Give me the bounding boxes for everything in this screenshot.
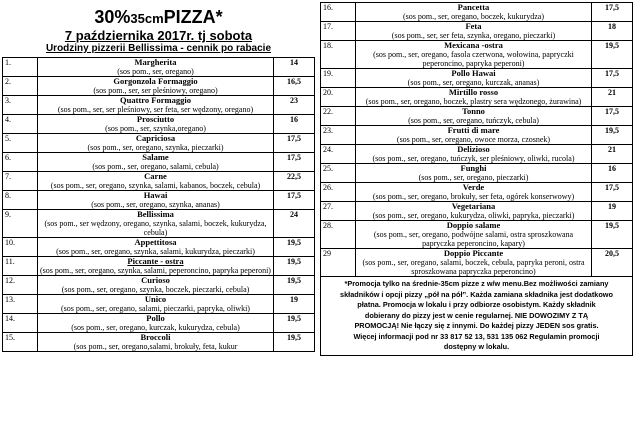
promo-note — [321, 277, 633, 356]
pizza-name: Margherita — [134, 57, 177, 67]
page-title — [2, 8, 315, 26]
item-price: 19,5 — [592, 221, 633, 249]
pizza-name: Verde — [462, 182, 485, 192]
item-details — [356, 183, 592, 202]
pizza-ingredients: (sos pom., ser, oregano, brokuły, ser feta, ogórek konserwowy) — [372, 192, 575, 201]
item-number: 7. — [3, 172, 38, 191]
item-number: 3. — [3, 96, 38, 115]
menu-row — [321, 107, 633, 126]
item-details — [356, 164, 592, 183]
menu-row — [321, 69, 633, 88]
item-price: 19,5 — [592, 126, 633, 145]
pizza-ingredients: (sos pom., ser, ser pleśniowy, oregano) — [93, 86, 218, 95]
item-number: 1. — [3, 58, 38, 77]
promo-line: PROMOCJĄ! Nie łączy się z innymi. Do każdej pizzy JEDEN sos gratis. — [354, 321, 599, 330]
item-number: 16. — [321, 3, 356, 22]
pizza-ingredients: (sos pom., ser, oregano) — [117, 67, 194, 76]
menu-row — [3, 134, 315, 153]
pizza-ingredients: (sos pom., ser, oregano, szynka, pieczarki) — [87, 143, 224, 152]
pizza-name: Curioso — [141, 275, 170, 285]
item-price: 19,5 — [274, 314, 315, 333]
left-column — [2, 2, 315, 352]
item-number: 5. — [3, 134, 38, 153]
item-details — [38, 77, 274, 96]
pizza-ingredients: (sos pom., ser, oregano, boczek, plastry sera wędzonego, żurawina) — [365, 97, 582, 106]
menu-row — [3, 276, 315, 295]
menu-row — [3, 58, 315, 77]
item-number: 14. — [3, 314, 38, 333]
pizza-ingredients: (sos pom., ser, oregano, podwójne salami, ostra sproszkowana papryczka peperoncino, kapary) — [373, 230, 574, 248]
item-price: 20,5 — [592, 249, 633, 277]
item-number: 2. — [3, 77, 38, 96]
item-details — [38, 153, 274, 172]
item-price: 19,5 — [274, 238, 315, 257]
pizza-name: Pollo Hawai — [451, 68, 496, 78]
item-price: 16 — [592, 164, 633, 183]
pizza-name: Prosciutto — [136, 114, 175, 124]
pizza-ingredients: (sos pom., ser, ser pleśniowy, ser feta, ser wędzony, oregano) — [57, 105, 254, 114]
item-details — [356, 221, 592, 249]
item-price: 19 — [274, 295, 315, 314]
item-details — [38, 210, 274, 238]
pizza-name: Mirtillo rosso — [448, 87, 499, 97]
pizza-name: Delizioso — [457, 144, 490, 154]
pizza-ingredients: (sos pom., ser, oregano, kurczak, kukurydza, cebula) — [71, 323, 240, 332]
pizza-name: Mexicana -ostra — [444, 40, 503, 50]
item-details — [38, 257, 274, 276]
date-heading: 7 października 2017r. tj sobota — [64, 28, 253, 43]
pizza-ingredients: (sos pom., ser, szynka,oregano) — [105, 124, 206, 133]
pizza-name: Tonno — [462, 106, 485, 116]
item-details — [38, 58, 274, 77]
item-number: 10. — [3, 238, 38, 257]
pizza-ingredients: (sos pom., ser, oregano,salami, brokuły, feta, kukur — [73, 342, 238, 351]
item-details — [356, 69, 592, 88]
item-number: 9. — [3, 210, 38, 238]
item-details — [356, 41, 592, 69]
item-price: 21 — [592, 145, 633, 164]
menu-row — [3, 333, 315, 352]
item-price: 17,5 — [274, 153, 315, 172]
item-details — [38, 191, 274, 210]
menu-row — [321, 221, 633, 249]
pizza-ingredients: (sos pom., ser, oregano, owoce morza, czosnek) — [396, 135, 551, 144]
item-number: 20. — [321, 88, 356, 107]
item-price: 18 — [592, 22, 633, 41]
item-number: 27. — [321, 202, 356, 221]
pizza-ingredients: (sos pom., ser, oregano, kurczak, ananas) — [407, 78, 540, 87]
menu-row — [3, 191, 315, 210]
title-percent: 30% — [94, 7, 131, 27]
item-price: 21 — [592, 88, 633, 107]
pizza-name: Carne — [144, 171, 167, 181]
item-price: 19,5 — [592, 41, 633, 69]
menu-row — [321, 3, 633, 22]
item-details — [38, 134, 274, 153]
menu-row — [321, 22, 633, 41]
promo-line: płatna. Promocja w lokalu i przy odbiorze osobistym. Każdy składnik — [357, 300, 596, 309]
item-details — [356, 107, 592, 126]
promo-row — [321, 277, 633, 356]
promo-line: *Promocja tylko na średnie-35cm pizze z w/w menu.Bez możliwości zamiany — [344, 279, 609, 288]
pizza-ingredients: (sos pom., ser, oregano, boczek, kukurydza) — [403, 12, 544, 21]
promo-line: składników i opcji pizzy „pół na pół”. Każda zamiana składnika jest dodatkowo — [340, 289, 613, 299]
menu-row — [3, 115, 315, 134]
item-details — [38, 96, 274, 115]
pizza-ingredients: (sos pom., ser, oregano, szynka, ananas) — [91, 200, 220, 209]
pizza-name: Salame — [142, 152, 169, 162]
pizza-ingredients: (sos pom., ser, oregano, fasola czerwona, wołowina, papryczki peperoncino, papryka peperoni) — [373, 50, 574, 68]
item-details — [356, 3, 592, 22]
item-details — [38, 238, 274, 257]
pizza-name: Doppio Piccante — [443, 248, 504, 258]
menu-row — [3, 77, 315, 96]
item-number: 28. — [321, 221, 356, 249]
item-details — [38, 314, 274, 333]
menu-row — [3, 238, 315, 257]
menu-row — [321, 126, 633, 145]
item-price: 19,5 — [274, 276, 315, 295]
menu-row — [3, 210, 315, 238]
pizza-name: Bellissima — [137, 209, 174, 219]
subtitle: Urodziny pizzerii Bellissima - cennik po rabacie — [45, 43, 272, 54]
pizza-name: Frutti di mare — [447, 125, 500, 135]
menu-row — [3, 153, 315, 172]
item-number: 29 — [321, 249, 356, 277]
item-number: 19. — [321, 69, 356, 88]
item-details — [356, 249, 592, 277]
item-details — [356, 126, 592, 145]
pizza-name: Funghi — [460, 163, 487, 173]
menu-row — [321, 164, 633, 183]
pizza-ingredients: (sos pom., ser, oregano, kukurydza, oliwki, papryka, pieczarki) — [372, 211, 575, 220]
pizza-name: Gorgonzola Formaggio — [113, 76, 198, 86]
item-number: 25. — [321, 164, 356, 183]
menu-row — [321, 249, 633, 277]
pizza-ingredients: (sos pom., ser, oregano, szynka, boczek, pieczarki, cebula) — [61, 285, 250, 294]
item-number: 4. — [3, 115, 38, 134]
item-number: 24. — [321, 145, 356, 164]
item-details — [356, 88, 592, 107]
pizza-name: Capriciosa — [135, 133, 176, 143]
menu-table-left — [2, 57, 315, 352]
right-column — [320, 2, 633, 356]
pizza-name: Piccante - ostra — [127, 256, 184, 266]
item-price: 17,5 — [592, 69, 633, 88]
item-price: 17,5 — [274, 134, 315, 153]
item-number: 11. — [3, 257, 38, 276]
item-number: 18. — [321, 41, 356, 69]
menu-row — [321, 183, 633, 202]
pizza-name: Unico — [144, 294, 167, 304]
item-number: 12. — [3, 276, 38, 295]
item-price: 22,5 — [274, 172, 315, 191]
pizza-ingredients: (sos pom., ser, oregano, salami, pieczarki, papryka, oliwki) — [61, 304, 250, 313]
item-price: 14 — [274, 58, 315, 77]
pizza-ingredients: (sos pom., ser, oregano, salami, cebula) — [92, 162, 219, 171]
item-price: 17,5 — [274, 191, 315, 210]
item-details — [356, 22, 592, 41]
pizza-ingredients: (sos pom., ser, ser feta, szynka, oregano, pieczarki) — [391, 31, 556, 40]
item-number: 22. — [321, 107, 356, 126]
item-price: 19 — [592, 202, 633, 221]
item-price: 16,5 — [274, 77, 315, 96]
menu-row — [321, 41, 633, 69]
pizza-ingredients: (sos pom., ser, oregano, tuńczyk, cebula) — [408, 116, 539, 125]
item-price: 19,5 — [274, 257, 315, 276]
item-price: 17,5 — [592, 183, 633, 202]
menu-row — [3, 295, 315, 314]
menu-row — [321, 202, 633, 221]
item-number: 6. — [3, 153, 38, 172]
menu-row — [3, 314, 315, 333]
pizza-ingredients: (sos pom., ser, oregano, szynka, salami, kukurydza, pieczarki) — [56, 247, 255, 256]
pizza-ingredients: (sos pom., ser, oregano, pieczarki) — [418, 173, 529, 182]
pizza-ingredients: (sos pom., ser, oregano, szynka, salami, kabanos, boczek, cebula) — [50, 181, 261, 190]
promo-line: dobierany do pizzy jest w cenie regularnej. NIE DOWOZIMY Z TĄ — [364, 310, 589, 320]
pizza-ingredients: (sos pom., ser, oregano, salami, boczek, cebula, papryka peroni, ostra sproszkowana papryczka peperoncino) — [362, 258, 585, 276]
pizza-name: Hawai — [143, 190, 168, 200]
item-price: 17,5 — [592, 107, 633, 126]
pizza-name: Quattro Formaggio — [120, 95, 191, 105]
item-price: 19,5 — [274, 333, 315, 352]
pizza-name: Pancetta — [457, 2, 490, 12]
item-details — [38, 172, 274, 191]
item-price: 17,5 — [592, 3, 633, 22]
pizza-name: Doppio salame — [446, 220, 501, 230]
menu-row — [3, 172, 315, 191]
item-details — [356, 202, 592, 221]
pizza-name: Broccoli — [140, 332, 171, 342]
promo-line: Więcej informacji pod nr 33 817 52 13, 531 135 062 Regulamin promocji — [353, 331, 600, 341]
item-details — [38, 333, 274, 352]
pizza-name: Feta — [465, 21, 482, 31]
item-number: 26. — [321, 183, 356, 202]
item-price: 24 — [274, 210, 315, 238]
item-details — [38, 276, 274, 295]
title-brand: PIZZA* — [163, 7, 223, 27]
item-price: 23 — [274, 96, 315, 115]
pizza-name: Pollo — [146, 313, 165, 323]
pizza-ingredients: (sos pom., ser, oregano, tuńczyk, ser pleśniowy, oliwki, rucola) — [372, 154, 575, 163]
item-number: 15. — [3, 333, 38, 352]
item-details — [38, 115, 274, 134]
pizza-ingredients: (sos pom., ser, oregano, szynka, salami, peperoncino, papryka peperoni) — [40, 266, 271, 275]
menu-row — [321, 88, 633, 107]
pizza-ingredients: (sos pom., ser wędzony, oregano, szynka, salami, boczek, kukurydza, cebula) — [44, 219, 267, 237]
item-number: 17. — [321, 22, 356, 41]
menu-row — [3, 96, 315, 115]
menu-row — [321, 145, 633, 164]
item-price: 16 — [274, 115, 315, 134]
item-number: 13. — [3, 295, 38, 314]
pizza-name: Vegetariana — [451, 201, 496, 211]
pizza-name: Appettitosa — [134, 237, 177, 247]
title-size: 35cm — [130, 11, 164, 26]
menu-table-right — [320, 2, 633, 356]
item-details — [38, 295, 274, 314]
menu-row — [3, 257, 315, 276]
item-number: 8. — [3, 191, 38, 210]
promo-line: dostępny w lokalu. — [443, 342, 510, 351]
item-number: 23. — [321, 126, 356, 145]
item-details — [356, 145, 592, 164]
